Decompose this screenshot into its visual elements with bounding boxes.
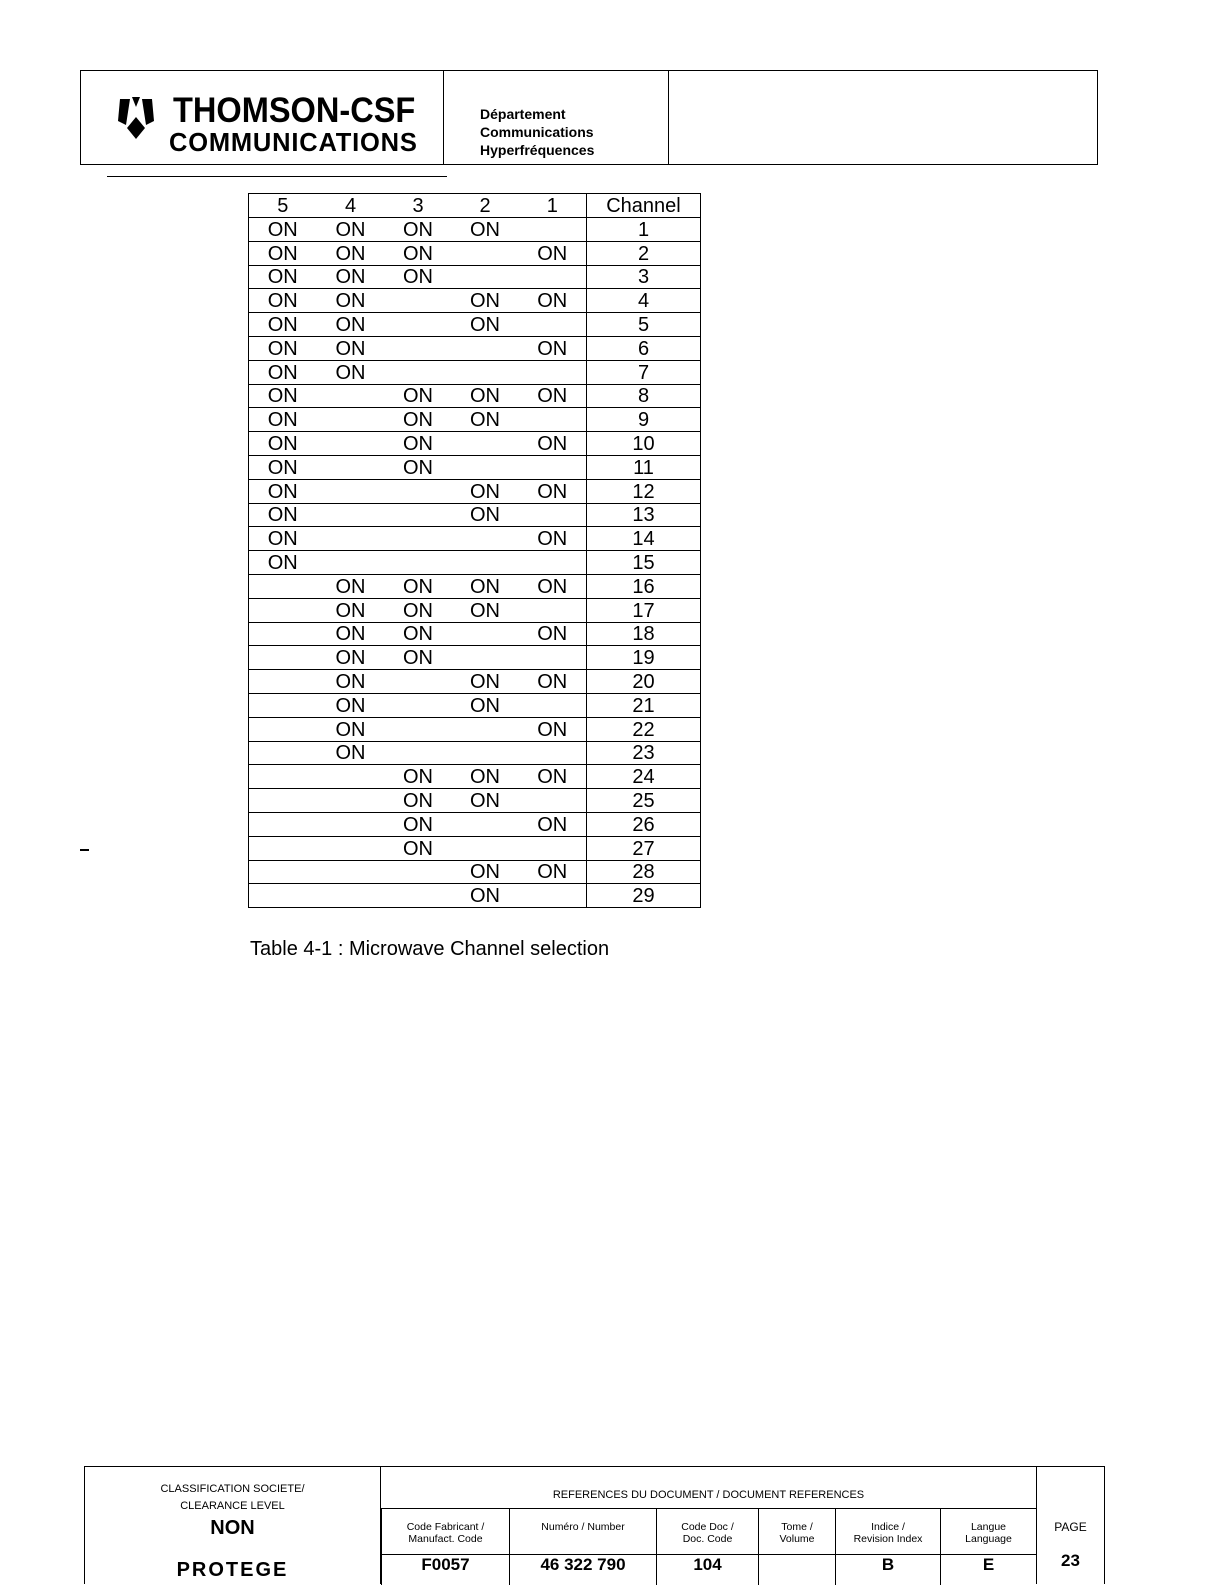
channel-number: 24 xyxy=(587,765,701,789)
switch-cell xyxy=(249,717,317,741)
switch-cell xyxy=(519,884,587,908)
channel-number: 29 xyxy=(587,884,701,908)
references-title: REFERENCES DU DOCUMENT / DOCUMENT REFERENCES xyxy=(381,1467,1036,1509)
switch-cell: ON xyxy=(385,598,452,622)
switch-cell xyxy=(385,479,452,503)
switch-cell xyxy=(249,574,317,598)
switch-cell: ON xyxy=(249,384,317,408)
channel-number: 10 xyxy=(587,432,701,456)
switch-cell xyxy=(519,218,587,242)
classification-label xyxy=(85,1481,380,1515)
switch-cell xyxy=(249,646,317,670)
table-row xyxy=(249,384,701,408)
department-line: Hyperfréquences xyxy=(480,142,595,158)
switch-cell xyxy=(385,860,452,884)
switch-cell xyxy=(317,884,385,908)
reference-field-label xyxy=(382,1521,509,1545)
reference-field-value: E xyxy=(982,1555,995,1574)
table-row xyxy=(249,860,701,884)
switch-cell: ON xyxy=(249,336,317,360)
switch-cell: ON xyxy=(317,313,385,337)
classification-value-2: PROTEGE xyxy=(176,1559,289,1581)
channel-number: 2 xyxy=(587,241,701,265)
table-row xyxy=(249,693,701,717)
switch-cell: ON xyxy=(519,622,587,646)
switch-cell xyxy=(519,741,587,765)
channel-number: 19 xyxy=(587,646,701,670)
switch-cell: ON xyxy=(385,408,452,432)
reference-field-value: 46 322 790 xyxy=(540,1555,626,1574)
switch-cell: ON xyxy=(385,765,452,789)
switch-cell: ON xyxy=(317,289,385,313)
switch-cell: ON xyxy=(452,384,519,408)
reference-field-label-line: Doc. Code xyxy=(682,1533,733,1545)
switch-cell xyxy=(452,336,519,360)
switch-cell xyxy=(385,360,452,384)
table-body xyxy=(249,218,701,908)
switch-cell xyxy=(452,812,519,836)
switch-cell: ON xyxy=(452,408,519,432)
switch-cell: ON xyxy=(519,860,587,884)
switch-cell: ON xyxy=(249,455,317,479)
switch-cell: ON xyxy=(452,574,519,598)
switch-cell: ON xyxy=(519,241,587,265)
switch-cell xyxy=(317,860,385,884)
department-line: Département xyxy=(480,106,566,122)
switch-cell: ON xyxy=(317,646,385,670)
classification-value: NON xyxy=(210,1517,255,1539)
channel-number: 28 xyxy=(587,860,701,884)
switch-cell xyxy=(385,336,452,360)
document-footer xyxy=(84,1466,1105,1584)
switch-cell xyxy=(317,384,385,408)
channel-number: 12 xyxy=(587,479,701,503)
table-row xyxy=(249,622,701,646)
switch-cell xyxy=(519,693,587,717)
switch-cell xyxy=(519,455,587,479)
switch-cell xyxy=(317,812,385,836)
reference-field-label-line: Code Doc / xyxy=(681,1521,734,1533)
column-header-switch: 1 xyxy=(519,194,587,218)
channel-number: 8 xyxy=(587,384,701,408)
reference-field-label-line: Volume xyxy=(779,1533,815,1545)
table-row xyxy=(249,884,701,908)
reference-field xyxy=(758,1509,835,1585)
reference-field xyxy=(835,1509,940,1585)
table-row xyxy=(249,836,701,860)
switch-cell: ON xyxy=(452,693,519,717)
switch-cell: ON xyxy=(317,574,385,598)
switch-cell xyxy=(385,289,452,313)
switch-cell: ON xyxy=(249,527,317,551)
switch-cell xyxy=(317,836,385,860)
table-row xyxy=(249,408,701,432)
switch-cell: ON xyxy=(385,218,452,242)
switch-cell: ON xyxy=(249,551,317,575)
switch-cell: ON xyxy=(452,289,519,313)
table-row xyxy=(249,479,701,503)
document-header xyxy=(80,70,1098,165)
switch-cell: ON xyxy=(385,574,452,598)
table-row xyxy=(249,717,701,741)
switch-cell xyxy=(452,432,519,456)
switch-cell xyxy=(385,527,452,551)
switch-cell: ON xyxy=(385,646,452,670)
reference-field-label-line: Language xyxy=(965,1533,1012,1545)
switch-cell: ON xyxy=(452,218,519,242)
table-row xyxy=(249,289,701,313)
reference-field-divider xyxy=(759,1554,835,1555)
table-row xyxy=(249,432,701,456)
switch-cell xyxy=(317,789,385,813)
switch-cell xyxy=(519,360,587,384)
switch-cell: ON xyxy=(519,336,587,360)
switch-cell: ON xyxy=(519,479,587,503)
channel-number: 1 xyxy=(587,218,701,242)
channel-number: 14 xyxy=(587,527,701,551)
table-row xyxy=(249,789,701,813)
switch-cell: ON xyxy=(385,432,452,456)
reference-field-label-line: Tome / xyxy=(781,1521,813,1533)
channel-number: 4 xyxy=(587,289,701,313)
switch-cell: ON xyxy=(452,479,519,503)
switch-cell xyxy=(385,551,452,575)
table-row xyxy=(249,313,701,337)
switch-cell: ON xyxy=(452,313,519,337)
switch-cell: ON xyxy=(249,313,317,337)
table-row xyxy=(249,265,701,289)
switch-cell: ON xyxy=(385,455,452,479)
switch-cell: ON xyxy=(317,265,385,289)
switch-cell xyxy=(519,408,587,432)
switch-cell xyxy=(385,503,452,527)
switch-cell: ON xyxy=(249,479,317,503)
classification-block xyxy=(85,1467,381,1584)
switch-cell xyxy=(452,265,519,289)
table-row xyxy=(249,241,701,265)
department-label xyxy=(444,71,669,164)
switch-cell xyxy=(385,693,452,717)
switch-cell: ON xyxy=(249,218,317,242)
channel-number: 23 xyxy=(587,741,701,765)
switch-cell: ON xyxy=(452,503,519,527)
channel-number: 16 xyxy=(587,574,701,598)
switch-cell xyxy=(249,860,317,884)
switch-cell: ON xyxy=(452,860,519,884)
switch-cell xyxy=(249,812,317,836)
reference-field-label-line: Numéro / Number xyxy=(541,1521,625,1533)
reference-field xyxy=(940,1509,1036,1585)
switch-cell: ON xyxy=(385,812,452,836)
table-row xyxy=(249,598,701,622)
table-row xyxy=(249,218,701,242)
channel-number: 26 xyxy=(587,812,701,836)
switch-cell xyxy=(317,551,385,575)
reference-field xyxy=(656,1509,758,1585)
page-block xyxy=(1036,1467,1104,1584)
switch-cell: ON xyxy=(317,717,385,741)
reference-field-value: F0057 xyxy=(421,1555,470,1574)
switch-cell: ON xyxy=(317,741,385,765)
reference-field-label-line: Manufact. Code xyxy=(408,1533,483,1545)
switch-cell xyxy=(249,884,317,908)
switch-cell xyxy=(519,646,587,670)
table-row xyxy=(249,527,701,551)
switch-cell xyxy=(452,527,519,551)
switch-cell: ON xyxy=(519,717,587,741)
switch-cell xyxy=(519,313,587,337)
table-row xyxy=(249,503,701,527)
channel-number: 7 xyxy=(587,360,701,384)
channel-number: 22 xyxy=(587,717,701,741)
scan-mark xyxy=(80,849,89,851)
switch-cell xyxy=(385,717,452,741)
reference-field-label-line: Revision Index xyxy=(853,1533,923,1545)
switch-cell xyxy=(519,836,587,860)
switch-cell: ON xyxy=(249,503,317,527)
channel-number: 9 xyxy=(587,408,701,432)
channel-number: 20 xyxy=(587,670,701,694)
switch-cell: ON xyxy=(317,622,385,646)
reference-field-label xyxy=(941,1521,1036,1545)
switch-cell: ON xyxy=(519,670,587,694)
reference-field-label-line: Indice / xyxy=(871,1521,905,1533)
switch-cell xyxy=(385,670,452,694)
table-row xyxy=(249,670,701,694)
switch-cell xyxy=(452,741,519,765)
switch-cell xyxy=(249,622,317,646)
department-line: Communications xyxy=(480,124,594,140)
reference-field-label xyxy=(510,1521,656,1533)
switch-cell xyxy=(519,598,587,622)
switch-cell: ON xyxy=(519,765,587,789)
switch-cell xyxy=(452,646,519,670)
switch-cell xyxy=(452,241,519,265)
switch-cell: ON xyxy=(317,336,385,360)
table-header-row xyxy=(249,194,701,218)
switch-cell xyxy=(385,884,452,908)
switch-cell: ON xyxy=(317,670,385,694)
column-header-switch: 5 xyxy=(249,194,317,218)
company-logo xyxy=(81,71,444,164)
switch-cell: ON xyxy=(385,622,452,646)
classification-label-line: CLEARANCE LEVEL xyxy=(180,1500,285,1512)
switch-cell: ON xyxy=(385,789,452,813)
reference-field-value: B xyxy=(881,1555,895,1574)
table-caption: Table 4-1 : Microwave Channel selection xyxy=(250,938,610,960)
channel-number: 11 xyxy=(587,455,701,479)
switch-cell xyxy=(452,717,519,741)
reference-field-label xyxy=(836,1521,940,1545)
reference-field-label-line: Langue xyxy=(970,1521,1007,1533)
table-row xyxy=(249,336,701,360)
table-row xyxy=(249,812,701,836)
switch-cell: ON xyxy=(519,527,587,551)
channel-number: 21 xyxy=(587,693,701,717)
switch-cell: ON xyxy=(385,241,452,265)
switch-cell xyxy=(249,670,317,694)
switch-cell xyxy=(317,765,385,789)
channel-number: 6 xyxy=(587,336,701,360)
switch-cell: ON xyxy=(519,384,587,408)
table-row xyxy=(249,551,701,575)
switch-cell xyxy=(519,551,587,575)
switch-cell: ON xyxy=(452,765,519,789)
switch-cell: ON xyxy=(519,432,587,456)
channel-selection-table xyxy=(248,193,701,908)
switch-cell: ON xyxy=(249,360,317,384)
header-blank-cell xyxy=(669,71,1097,164)
switch-cell: ON xyxy=(452,884,519,908)
switch-cell: ON xyxy=(519,812,587,836)
reference-field-label-line: Code Fabricant / xyxy=(406,1521,485,1533)
switch-cell xyxy=(452,622,519,646)
switch-cell xyxy=(249,765,317,789)
column-header-switch: 2 xyxy=(452,194,519,218)
company-name: THOMSON-CSF xyxy=(173,91,416,130)
channel-number: 17 xyxy=(587,598,701,622)
switch-cell xyxy=(317,408,385,432)
channel-number: 13 xyxy=(587,503,701,527)
switch-cell xyxy=(452,836,519,860)
table-row xyxy=(249,360,701,384)
switch-cell xyxy=(249,836,317,860)
switch-cell xyxy=(249,598,317,622)
switch-cell xyxy=(317,527,385,551)
switch-cell xyxy=(249,693,317,717)
switch-cell xyxy=(452,551,519,575)
switch-cell: ON xyxy=(385,836,452,860)
switch-cell: ON xyxy=(317,218,385,242)
table-row xyxy=(249,646,701,670)
page-number: 23 xyxy=(1061,1551,1080,1570)
switch-cell: ON xyxy=(249,289,317,313)
switch-cell: ON xyxy=(317,598,385,622)
switch-cell: ON xyxy=(385,384,452,408)
reference-field-value: 104 xyxy=(693,1555,722,1574)
reference-field-label xyxy=(759,1521,835,1545)
switch-cell xyxy=(317,503,385,527)
switch-cell xyxy=(385,313,452,337)
switch-cell: ON xyxy=(519,289,587,313)
company-division: COMMUNICATIONS xyxy=(169,129,418,157)
column-header-switch: 3 xyxy=(385,194,452,218)
channel-number: 3 xyxy=(587,265,701,289)
switch-cell xyxy=(249,741,317,765)
switch-cell: ON xyxy=(317,360,385,384)
switch-cell xyxy=(317,479,385,503)
switch-cell xyxy=(385,741,452,765)
table-row xyxy=(249,741,701,765)
thomson-logo-icon xyxy=(114,95,158,139)
switch-cell xyxy=(317,455,385,479)
switch-cell: ON xyxy=(519,574,587,598)
column-header-channel: Channel xyxy=(587,194,701,218)
switch-cell xyxy=(317,432,385,456)
reference-field-label xyxy=(657,1521,758,1545)
switch-cell: ON xyxy=(385,265,452,289)
switch-cell: ON xyxy=(452,670,519,694)
channel-number: 27 xyxy=(587,836,701,860)
switch-cell: ON xyxy=(249,241,317,265)
switch-cell: ON xyxy=(249,408,317,432)
channel-number: 18 xyxy=(587,622,701,646)
switch-cell xyxy=(452,455,519,479)
switch-cell xyxy=(452,360,519,384)
page-label: PAGE xyxy=(1054,1520,1087,1534)
switch-cell xyxy=(519,789,587,813)
channel-number: 25 xyxy=(587,789,701,813)
switch-cell xyxy=(249,789,317,813)
switch-cell: ON xyxy=(249,265,317,289)
switch-cell: ON xyxy=(452,789,519,813)
table-row xyxy=(249,455,701,479)
switch-cell: ON xyxy=(452,598,519,622)
switch-cell xyxy=(519,503,587,527)
header-underline xyxy=(107,176,447,177)
channel-number: 15 xyxy=(587,551,701,575)
switch-cell xyxy=(519,265,587,289)
switch-cell: ON xyxy=(317,693,385,717)
table-row xyxy=(249,574,701,598)
reference-field xyxy=(381,1509,509,1585)
switch-cell: ON xyxy=(249,432,317,456)
switch-cell: ON xyxy=(317,241,385,265)
classification-label-line: CLASSIFICATION SOCIETE/ xyxy=(160,1483,305,1495)
column-header-switch: 4 xyxy=(317,194,385,218)
reference-field xyxy=(509,1509,656,1585)
channel-number: 5 xyxy=(587,313,701,337)
table-row xyxy=(249,765,701,789)
